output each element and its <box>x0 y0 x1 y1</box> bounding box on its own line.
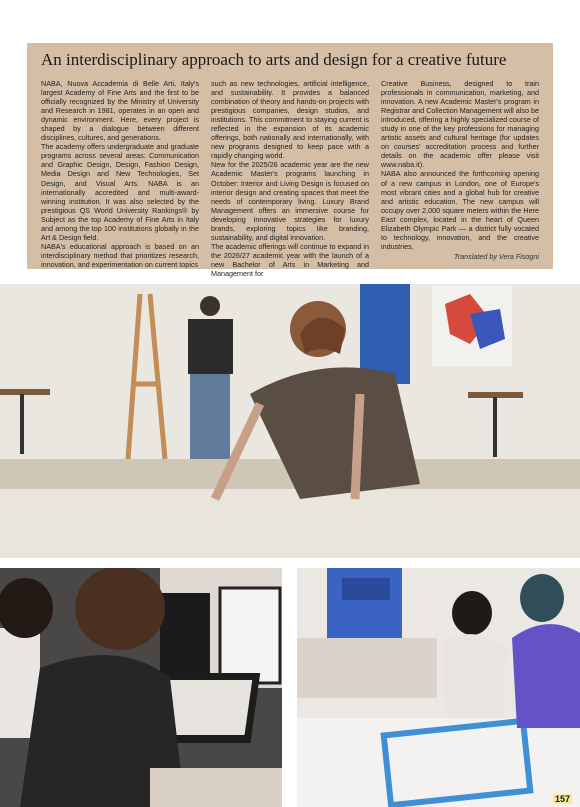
paragraph: The academic offerings will continue to expand in the 2026/27 academic year with the launch of a new Bachelor of Arts in Marketing and Management for <box>211 241 369 278</box>
paragraph: Creative Business, designed to train professionals in communication, marketing, and innovation. A new Academic Master's program in Registrar and Collection Management will also be introduced, offering a highly specialized course of study in one of the key professions for managing artistic assets and cultural heritage (for updates on courses' accreditation process and further details on the academic offer please visit www.naba.it). <box>381 79 539 170</box>
article-column-1 <box>41 79 199 269</box>
screen-printing-illustration <box>297 568 580 807</box>
article-column-3 <box>381 79 539 251</box>
translator-credit: Translated by Vera Fisogni <box>453 252 539 261</box>
paragraph: New for the 2025/26 academic year are the new Academic Master's programs launching in October: Interior and Living Design is focused on interior design and creating spaces that meet the needs of contemporary living. Luxury Brand Management offers an immersive course for developing innovative strategies for luxury brands, exploring topics like branding, sustainability, and digital innovation. <box>211 160 369 242</box>
studio-photo-illustration <box>0 284 580 558</box>
studio-photo <box>0 284 580 558</box>
paragraph: NABA's educational approach is based on an interdisciplinary method that prioritizes research, innovation, and experimentation on current topics <box>41 241 199 269</box>
screen-printing-photo <box>297 568 580 807</box>
paragraph: such as new technologies, artificial intelligence, and sustainability. It provides a balanced combination of theory and hands-on projects with prestigious companies, design studios, and institutions. This commitment to staying current is reflected in the expansion of its academic offerings, both nationally and internationally, with new programs designed to keep pace with a rapidly changing world. <box>211 79 369 161</box>
page-number: 157 <box>554 794 570 804</box>
paragraph: The academy offers undergraduate and graduate programs across several areas: Communication and Graphic Design, Design, Fashion Design, Media Design and New Technologies, Set Design, and Visual Arts. NABA is an internationally accredited and multi-award-winning institution. It was also selected by the prestigious QS World University Rankings® by Subject as the top Academy of Fine Arts in Italy and among the top 100 institutions globally in the Art & Design field. <box>41 142 199 242</box>
paragraph: NABA also announced the forthcoming opening of a new campus in London, one of Europe's most vibrant cities and a global hub for creative and artistic education. The new campus will occupy over 2,000 square meters within the Here East complex, located in the heart of Queen Elizabeth Olympic Park — a district fully vocated to technology, innovation, and the creative industries. <box>381 169 539 251</box>
computer-lab-photo <box>0 568 282 807</box>
paragraph: NABA, Nuova Accademia di Belle Arti, Italy's largest Academy of Fine Arts and the first to be officially recognized by the Ministry of University and Research in 1981, operates in an open and dynamic environment. Here, every project is shaped by a dialogue between different disciplines, cultures, and generations. <box>41 79 199 143</box>
article-title: An interdisciplinary approach to arts and design for a creative future <box>41 50 507 69</box>
computer-lab-illustration <box>0 568 282 807</box>
article-column-2 <box>211 79 369 278</box>
